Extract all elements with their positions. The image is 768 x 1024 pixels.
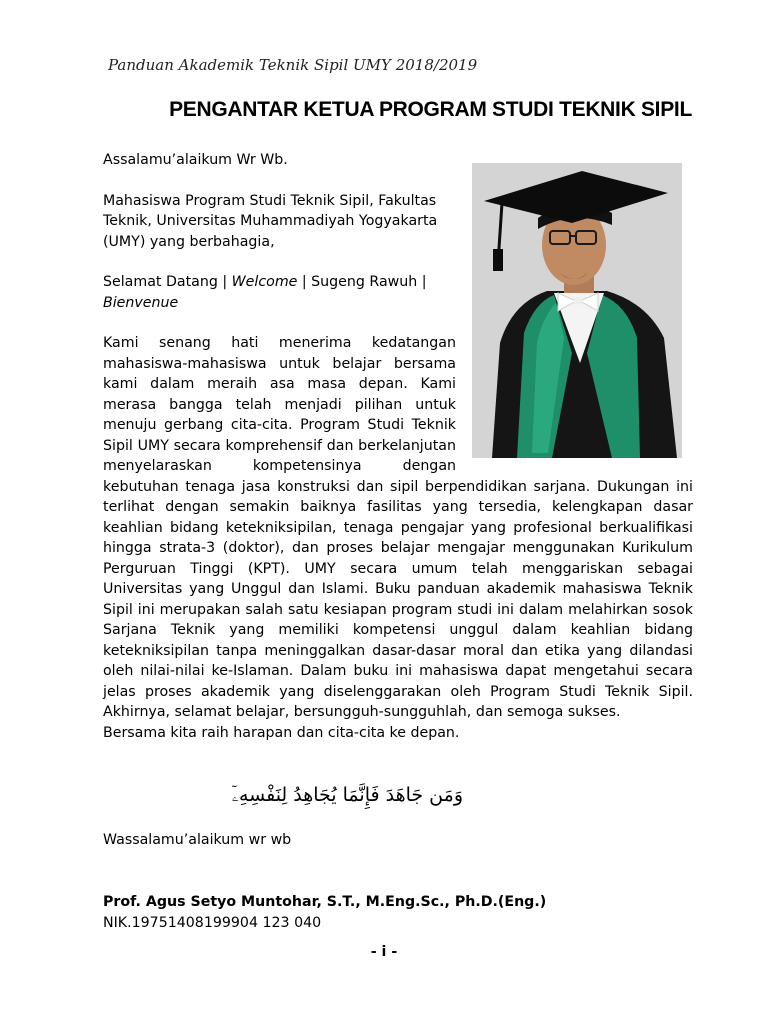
main-paragraph: Kami senang hati menerima kedatangan mahasiswa-mahasiswa untuk belajar bersama kami dalam meraih asa masa depan. Kami merasa bangga telah menjadi pilihan untuk menuju gerbang cita-cita. Program Studi Teknik Sipil UMY secara komprehensif dan berkelanjutan menyelaraskan kompetensinya dengan kebutuhan tenaga jasa konstruksi dan sipil berpendidikan sarjana. Dukungan ini terlihat dengan semakin baiknya fasilitas yang tersedia, kelengkapan dasar keahlian bidang keteknіksipilan, tenaga pengajar yang profesional berkualifikasi hingga strata-3 (doktor), dan proses belajar mengajar menggunakan Kurikulum Perguruan Tinggi (KPT). UMY secara umum telah menggariskan sebagai Universitas yang Unggul dan Islami. Buku panduan akademik mahasiswa Teknik Sipil ini merupakan salah satu kesiapan program studi ini dalam melahirkan sosok Sarjana Teknik yang memiliki kompetensi unggul dalam keahlian bidang keteknіksipilan tanpa meninggalkan dasar-dasar moral dan etika yang dilandasi oleh nilai-nilai ke-Islaman. Dalam buku ini mahasiswa dapat mengetahui secara jelas proses akademik yang diselenggarakan oleh Program Studi Teknik Sipil. Akhirnya, selamat belajar, bersungguh-sungguhlah, dan semoga sukses. [103,335,693,720]
signature-name: Prof. Agus Setyo Muntohar, S.T., M.Eng.Sc., Ph.D.(Eng.) [103,894,547,910]
welcome-plain-1: Selamat Datang | [103,274,232,290]
signature-nik: NIK.19751408199904 123 040 [103,915,322,931]
greeting: Assalamu’alaikum Wr Wb. [103,152,288,168]
graduation-portrait-photo [472,163,682,458]
closing-line: Bersama kita raih harapan dan cita-cita ke depan. [103,724,460,741]
body-text [103,150,693,763]
welcome-italic-1: Welcome [231,274,298,290]
page-number: - i - [370,944,398,960]
salutation: Wassalamu’alaikum wr wb [103,832,292,848]
portrait-image [472,163,682,458]
running-header: Panduan Akademik Teknik Sipil UMY 2018/2019 [108,56,478,74]
arabic-verse: وَمَن جَاهَدَ فَإِنَّمَا يُجَاهِدُ لِنَفْسِهِۦٓ [231,784,463,806]
welcome-italic-2: Bienvenue [103,294,179,311]
address-paragraph: Mahasiswa Program Studi Teknik Sipil, Fakultas Teknik, Universitas Muhammadiyah Yogyakarta (UMY) yang berbahagia, [103,192,438,250]
welcome-plain-2: | Sugeng Rawuh | [297,274,427,290]
page-title: PENGANTAR KETUA PROGRAM STUDI TEKNIK SIPIL [169,98,692,121]
